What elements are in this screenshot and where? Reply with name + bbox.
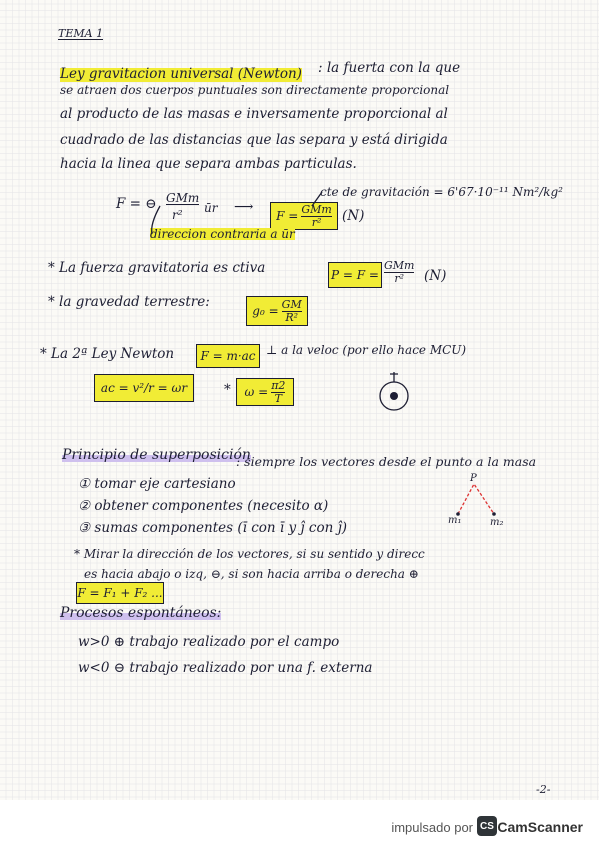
weight-box <box>328 262 382 288</box>
superposition-step-2: ② obtener componentes (necesito α) <box>78 498 329 514</box>
mass-2-label: m₂ <box>490 517 504 528</box>
box-force-den: r² <box>311 215 322 229</box>
intro-line-1: : la fuerta con la que <box>318 60 461 76</box>
intro-line-2: se atraen dos cuerpos puntuales son directamente proporcional <box>60 83 450 97</box>
force-frac-num: GMm <box>166 191 200 205</box>
omega-lhs: ω = <box>244 385 269 399</box>
negative-work-line: w<0 ⊖ trabajo realizado por una f. externa <box>78 660 373 676</box>
direction-note-line-1: * Mirar la dirección de los vectores, si su sentido y direcc <box>74 547 425 561</box>
force-lhs: F = ⊖ <box>116 196 157 212</box>
star-mark: * <box>224 382 231 398</box>
bullet-earth-gravity: * la gravedad terrestre: <box>48 294 210 310</box>
gravity-den: R² <box>285 310 299 324</box>
superposition-step-1: ① tomar eje cartesiano <box>78 476 236 492</box>
intro-line-5: hacia la linea que separa ambas particulas. <box>60 156 357 172</box>
weight-num: GMm <box>384 259 415 272</box>
weight-unit: (N) <box>424 268 447 284</box>
bullet-second-law: * La 2ª Ley Newton <box>40 346 175 362</box>
unit-vector: ūr <box>204 201 218 215</box>
centripetal-box: ac = v²/r = ωr <box>94 374 194 402</box>
gravity-box-lhs: g₀ = <box>252 304 279 318</box>
force-frac-den: r² <box>172 208 183 222</box>
camscanner-footer <box>0 800 599 848</box>
tema-heading: TEMA 1 <box>58 27 104 40</box>
mass-1-label: m₁ <box>448 515 462 526</box>
omega-fraction <box>271 380 285 404</box>
box-force-lhs: F = <box>276 209 299 223</box>
camscanner-logo-icon: CS <box>477 816 497 836</box>
weight-fraction <box>384 260 414 285</box>
superposition-description: : siempre los vectores desde el punto a la masa <box>236 454 537 469</box>
implies-arrow: ⟶ <box>234 199 254 215</box>
processes-title: Procesos espontáneos: <box>60 605 222 621</box>
superposition-title: Principio de superposición <box>62 447 251 463</box>
point-p-label: P <box>470 473 477 484</box>
page-number: -2- <box>536 783 551 796</box>
box-force-num: GMm <box>301 202 332 216</box>
superposition-step-3: ③ sumas componentes (ī con ī y ĵ con ĵ) <box>78 520 348 536</box>
weight-box-lhs: P = F = <box>331 268 379 282</box>
positive-work-line: w>0 ⊕ trabajo realizado por el campo <box>78 634 340 650</box>
omega-den: T <box>274 391 282 405</box>
direction-note: direccion contraria a ūr <box>150 227 295 241</box>
omega-num: π2 <box>271 378 286 392</box>
gravity-box <box>246 296 308 326</box>
gravity-fraction <box>282 299 302 323</box>
powered-by-label: impulsado por <box>391 820 473 835</box>
bullet-attractive-force: * La fuerza gravitatoria es ctiva <box>48 260 266 276</box>
annotation-arrows <box>140 184 330 244</box>
force-unit: (N) <box>342 208 365 224</box>
perpendicular-note: ⊥ a la veloc (por ello hace MCU) <box>266 343 467 357</box>
weight-den: r² <box>394 272 405 286</box>
intro-line-3: al producto de las masas e inversamente proporcional al <box>60 106 448 122</box>
gravity-num: GM <box>281 297 302 311</box>
second-law-box: F = m·ac <box>196 344 260 368</box>
gravitation-constant-note: cte de gravitación = 6'67·10⁻¹¹ Nm²/kg² <box>320 185 563 199</box>
circular-motion-sketch <box>374 362 418 416</box>
intro-line-4: cuadrado de las distancias que las separa y está dirigida <box>60 132 448 148</box>
camscanner-brand: CamScanner <box>497 819 583 835</box>
law-title-highlight: Ley gravitacion universal (Newton) <box>60 66 302 82</box>
vector-sum-box: F = F₁ + F₂ ... <box>76 582 164 604</box>
angular-velocity-box <box>236 378 294 406</box>
direction-note-line-2: es hacia abajo o izq, ⊖, si son hacia arriba o derecha ⊕ <box>84 567 419 581</box>
